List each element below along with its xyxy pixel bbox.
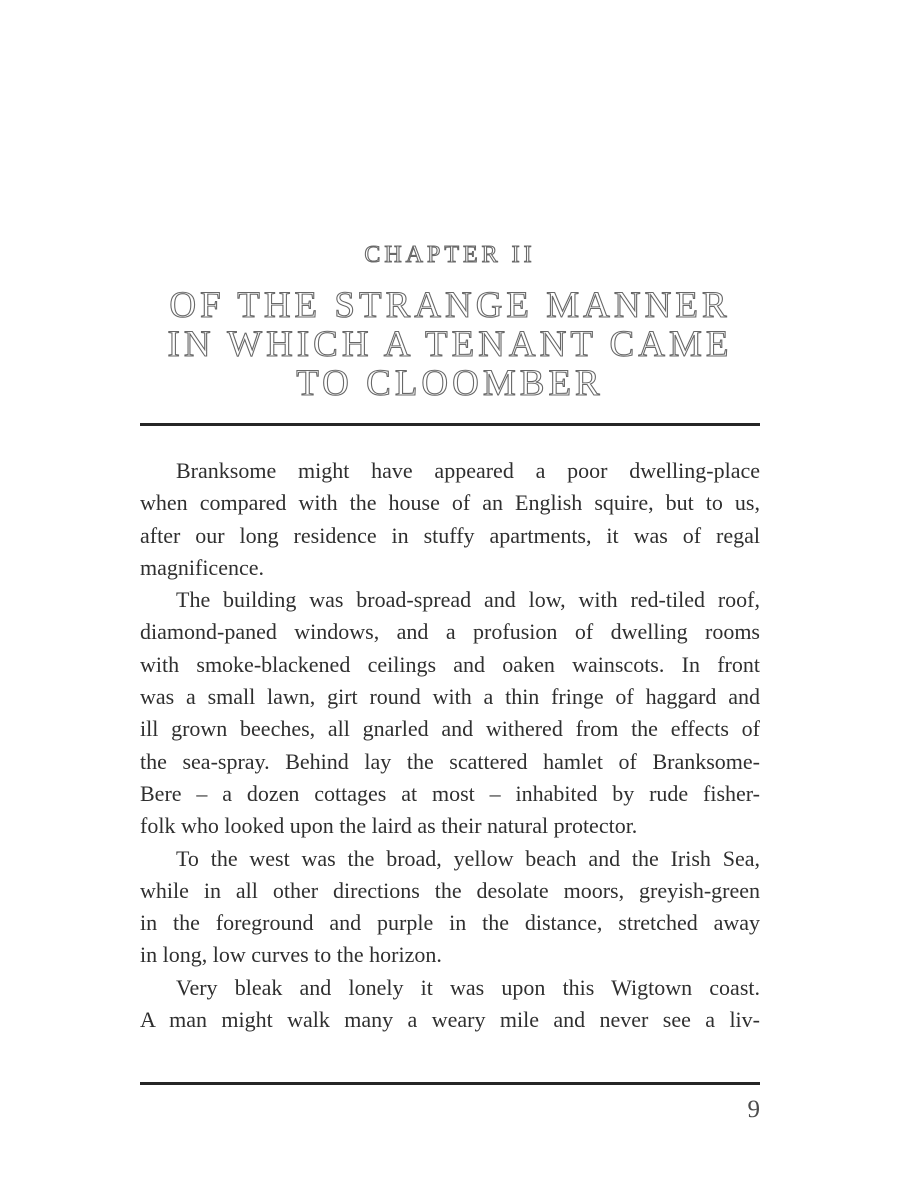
chapter-title-line: OF THE STRANGE MANNER xyxy=(169,285,731,326)
body-line: A man might walk many a weary mile and never see a liv- xyxy=(140,1007,760,1033)
body-line: in long, low curves to the horizon. xyxy=(140,942,442,968)
body-line: was a small lawn, girt round with a thin fringe of haggard and xyxy=(140,684,760,710)
heading-divider-rule xyxy=(140,423,760,426)
body-line: the sea-spray. Behind lay the scattered hamlet of Branksome- xyxy=(140,748,760,774)
body-line: To the west was the broad, yellow beach and the Irish Sea, xyxy=(176,845,760,871)
body-line: when compared with the house of an English squire, but to us, xyxy=(140,490,760,516)
body-line: magnificence. xyxy=(140,554,264,580)
page-number: 9 xyxy=(747,1096,760,1123)
body-line: folk who looked upon the laird as their natural protector. xyxy=(140,813,638,839)
body-line: The building was broad-spread and low, with red-tiled roof, xyxy=(176,587,760,613)
paragraph xyxy=(140,584,760,842)
footer-divider-rule xyxy=(140,1082,760,1085)
body-line: Bere – a dozen cottages at most – inhabited by rude fisher- xyxy=(140,780,760,806)
chapter-label: CHAPTER II xyxy=(364,242,536,268)
body-line: Very bleak and lonely it was upon this Wigtown coast. xyxy=(176,974,760,1000)
body-line: with smoke-blackened ceilings and oaken wainscots. In front xyxy=(140,651,760,677)
body-line: after our long residence in stuffy apartments, it was of regal xyxy=(140,522,760,548)
chapter-title-line: IN WHICH A TENANT CAME xyxy=(167,324,733,365)
chapter-title-line: TO CLOOMBER xyxy=(296,363,604,404)
paragraph xyxy=(140,843,760,972)
paragraph xyxy=(140,972,760,1037)
body-line: Branksome might have appeared a poor dwelling-place xyxy=(176,458,760,483)
body-line: while in all other directions the desolate moors, greyish-green xyxy=(140,877,760,903)
body-line: in the foreground and purple in the distance, stretched away xyxy=(140,910,760,936)
body-line: ill grown beeches, all gnarled and withered from the effects of xyxy=(140,716,760,742)
paragraph xyxy=(140,455,760,584)
body-line: diamond-paned windows, and a profusion of dwelling rooms xyxy=(140,619,760,645)
chapter-title xyxy=(140,286,760,403)
body-text xyxy=(140,455,760,1036)
